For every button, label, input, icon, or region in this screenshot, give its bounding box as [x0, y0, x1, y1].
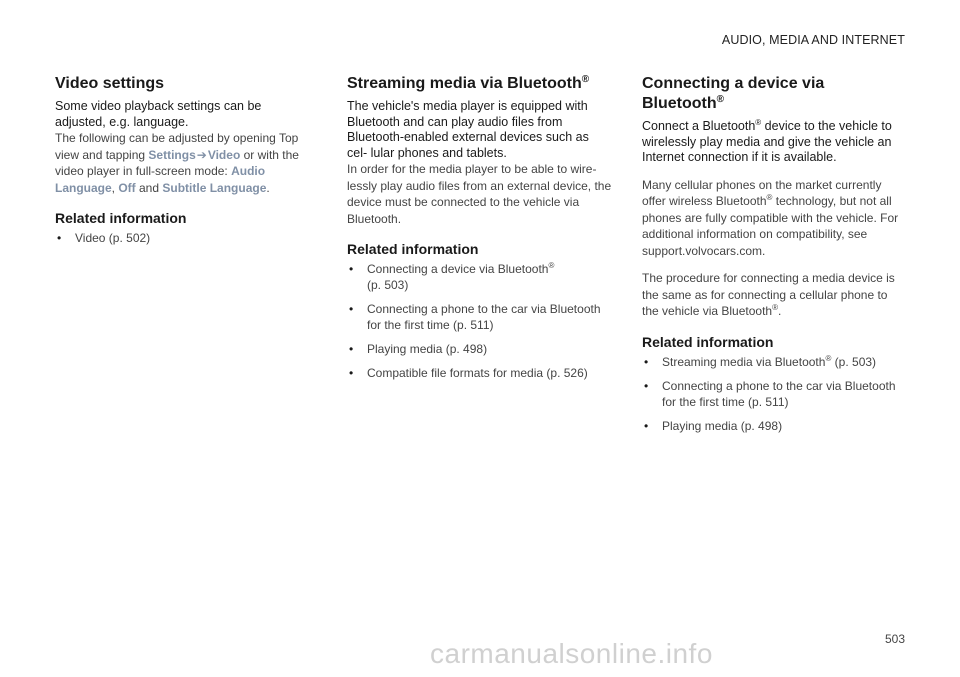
related-link-playing-media[interactable]: • Playing media (p. 498)	[644, 418, 783, 433]
video-settings-column	[55, 74, 313, 254]
watermark: carmanualsonline.info	[430, 638, 713, 669]
period-text: .	[266, 180, 270, 195]
video-settings-title: Video settings	[55, 75, 165, 92]
streaming-column	[347, 74, 612, 389]
page-header-section: AUDIO, MEDIA AND INTERNET	[721, 33, 905, 47]
bullet-icon: •	[644, 378, 649, 393]
related-link-playing-media[interactable]: • Playing media (p. 498)	[349, 342, 488, 356]
body-text: The following can be adjusted by opening Top view and tapping	[55, 131, 299, 162]
related-link-connecting-device[interactable]: • Connecting a device via Bluetooth® (p. 503)	[349, 261, 555, 292]
connecting-body-procedure: The procedure for connecting a media device is the same as for connecting a cellular phone to the vehicle via Bluetooth®.	[642, 271, 895, 318]
related-information-heading: Related information	[642, 333, 774, 350]
and-text: and	[135, 180, 163, 195]
related-list	[642, 354, 904, 434]
related-information-heading: Related information	[347, 241, 479, 257]
settings-menu-label: Settings	[148, 147, 196, 162]
bullet-icon: •	[57, 231, 62, 245]
streaming-body: In order for the media player to be able to wire- lessly play audio files from an external device, the device must be connected to the vehicle via Bluetooth.	[347, 162, 612, 226]
bullet-icon: •	[644, 354, 649, 369]
related-link-compatible-formats[interactable]: • Compatible file formats for media (p. 526)	[349, 366, 588, 380]
audio-language-label: Audio Language	[55, 164, 266, 195]
video-settings-body	[55, 130, 313, 196]
related-link-connecting-phone[interactable]: • Connecting a phone to the car via Bluetooth for the first time (p. 511)	[644, 378, 896, 409]
connecting-title: Connecting a device via Bluetooth®	[642, 75, 825, 112]
connecting-lead: Connect a Bluetooth® device to the vehicle to wirelessly play media and give the vehicle an Internet connection if it is available.	[642, 118, 892, 164]
related-information-heading: Related information	[55, 210, 187, 226]
page-number: 503	[884, 632, 905, 646]
bullet-icon: •	[644, 418, 649, 433]
connecting-body-compatibility: Many cellular phones on the market currently offer wireless Bluetooth® technology, but not all phones are fully compatible with the vehicle. For additional information on compatibility, see support.volvocars.com.	[642, 177, 899, 258]
off-label: Off	[118, 180, 136, 195]
streaming-title: Streaming media via Bluetooth®	[347, 74, 590, 92]
related-link-connecting-phone[interactable]: • Connecting a phone to the car via Bluetooth for the first time (p. 511)	[349, 302, 601, 332]
video-settings-lead: Some video playback settings can be adjusted, e.g. language.	[55, 99, 262, 129]
arrow-right-icon: ➔	[196, 147, 207, 162]
subtitle-language-label: Subtitle Language	[162, 180, 267, 195]
streaming-lead: The vehicle's media player is equipped with Bluetooth and can play audio files from Bluetooth-enabled external devices such as cel- lular phones and tablets.	[347, 99, 589, 160]
related-link-video[interactable]: • Video (p. 502)	[57, 231, 151, 245]
bullet-icon: •	[349, 342, 354, 356]
bullet-icon: •	[349, 366, 354, 380]
connecting-column	[642, 74, 904, 442]
bullet-icon: •	[349, 302, 354, 316]
comma-text: ,	[111, 180, 119, 195]
related-list	[347, 261, 612, 381]
body-text: or with the video player in full-screen mode:	[55, 147, 299, 178]
related-list	[55, 230, 313, 246]
related-link-streaming-media[interactable]: • Streaming media via Bluetooth® (p. 503)	[644, 353, 877, 369]
video-menu-label: Video	[207, 147, 241, 162]
bullet-icon: •	[349, 262, 354, 276]
